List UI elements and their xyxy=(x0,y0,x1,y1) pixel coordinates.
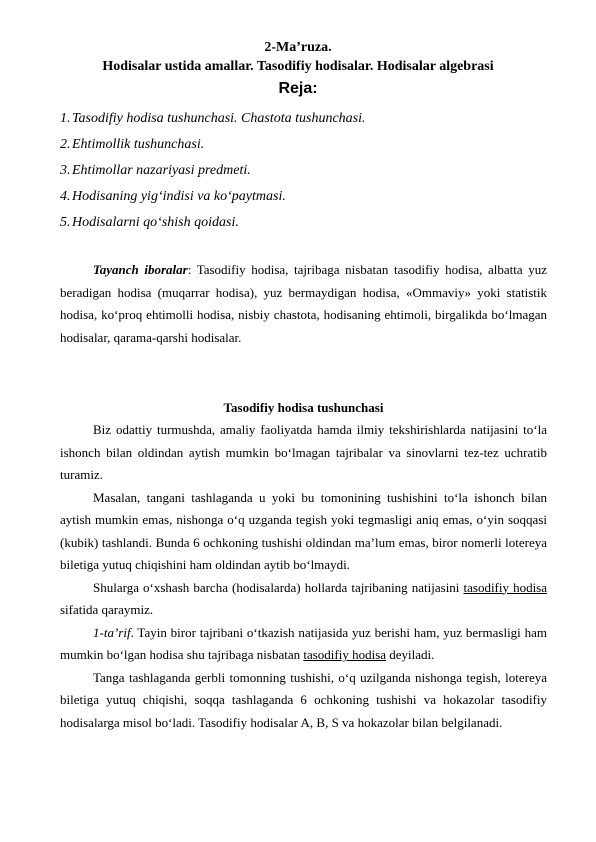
lecture-title: Hodisalar ustida amallar. Tasodifiy hodisalar. Hodisalar algebrasi xyxy=(102,59,494,74)
keywords-text: : Tasodifiy hodisa, tajribaga nisbatan tasodifiy hodisa, albatta yuz beradigan hodisa (muqarrar hodisa), yuz bermaydigan hodisa, «Ommaviy» yoki statistik hodisa, ko‘proq ehtimolli hodisa, nisbiy chastota, hodisaning ehtimoli, birgalikda bo‘lmagan hodisalar, qarama-qarshi hodisalar. xyxy=(60,262,547,345)
section-paragraph-2: Masalan, tangani tashlaganda u yoki bu tomonining tushishini to‘la ishonch bilan aytish mumkin emas, nishonga o‘q uzganda tegish yoki tegmasligi aniq emas, o‘yin soqqasi (kubik) tashlandi. Bunda 6 ochkoning tushishi oldindan ma’lum emas, biror nomerli lotereya biletiga yutuq chiqishini ham oldindan aytib bo‘lmaydi. xyxy=(60,489,547,572)
plan-item-number: 2. xyxy=(60,137,71,152)
plan-item xyxy=(60,106,366,132)
plan-list xyxy=(60,106,366,236)
definition-paragraph xyxy=(60,622,547,667)
plan-item xyxy=(60,184,366,210)
section-paragraph-3 xyxy=(60,577,547,622)
plan-item-text: Hodisaning yig‘indisi va ko‘paytmasi. xyxy=(72,189,286,204)
plan-heading: Reja: xyxy=(278,80,318,97)
plan-item xyxy=(60,132,366,158)
keywords-block xyxy=(60,259,547,349)
definition-label: 1-ta’rif xyxy=(93,624,131,640)
paragraph-text: Shularga o‘xshash barcha (hodisalarda) hollarda tajribaning natijasini xyxy=(93,579,464,595)
plan-item-number: 1. xyxy=(60,111,71,126)
lecture-number: 2-Ma’ruza. xyxy=(264,40,332,55)
plan-item-text: Hodisalarni qo‘shish qoidasi. xyxy=(72,215,239,230)
definition-text: deyiladi. xyxy=(386,647,435,662)
keywords-paragraph xyxy=(60,259,547,349)
term-random-event: tasodifiy hodisa xyxy=(303,647,387,662)
plan-item-number: 5. xyxy=(60,215,71,230)
plan-item-text: Tasodifiy hodisa tushunchasi. Chastota tushunchasi. xyxy=(72,111,366,126)
plan-item-number: 3. xyxy=(60,163,71,178)
paragraph-text: sifatida qaraymiz. xyxy=(60,602,154,617)
plan-item xyxy=(60,210,366,236)
plan-item xyxy=(60,158,366,184)
section-title: Tasodifiy hodisa tushunchasi xyxy=(223,400,384,415)
plan-item-text: Ehtimollar nazariyasi predmeti. xyxy=(72,163,251,178)
section-block xyxy=(60,397,547,734)
section-paragraph-4: Tanga tashlaganda gerbli tomonning tushishi, o‘q uzilganda nishonga tegish, lotereya biletiga yutuq chiqishi, soqqa tashlaganda 6 ochkoning tushishi va hokazolar tasodifiy hodisalarga misol bo‘ladi. Tasodifiy hodisalar A, B, S va hokazolar bilan belgilanadi. xyxy=(60,669,547,730)
keywords-label: Tayanch iboralar xyxy=(93,262,188,277)
section-paragraph-1: Biz odattiy turmushda, amaliy faoliyatda hamda ilmiy tekshirishlarda natijasini to‘la ishonch bilan oldindan aytish mumkin bo‘lmagan tajribalar va sinovlarni tez-tez uchratib turamiz. xyxy=(60,422,547,482)
definition-text: . Tayin biror tajribani o‘tkazish natijasida yuz berishi ham, yuz bermasligi ham mumkin bo‘lgan hodisa shu tajribaga nisbatan xyxy=(60,624,547,662)
plan-item-text: Ehtimollik tushunchasi. xyxy=(72,137,205,152)
plan-item-number: 4. xyxy=(60,189,71,204)
term-random-event: tasodifiy hodisa xyxy=(463,579,548,595)
